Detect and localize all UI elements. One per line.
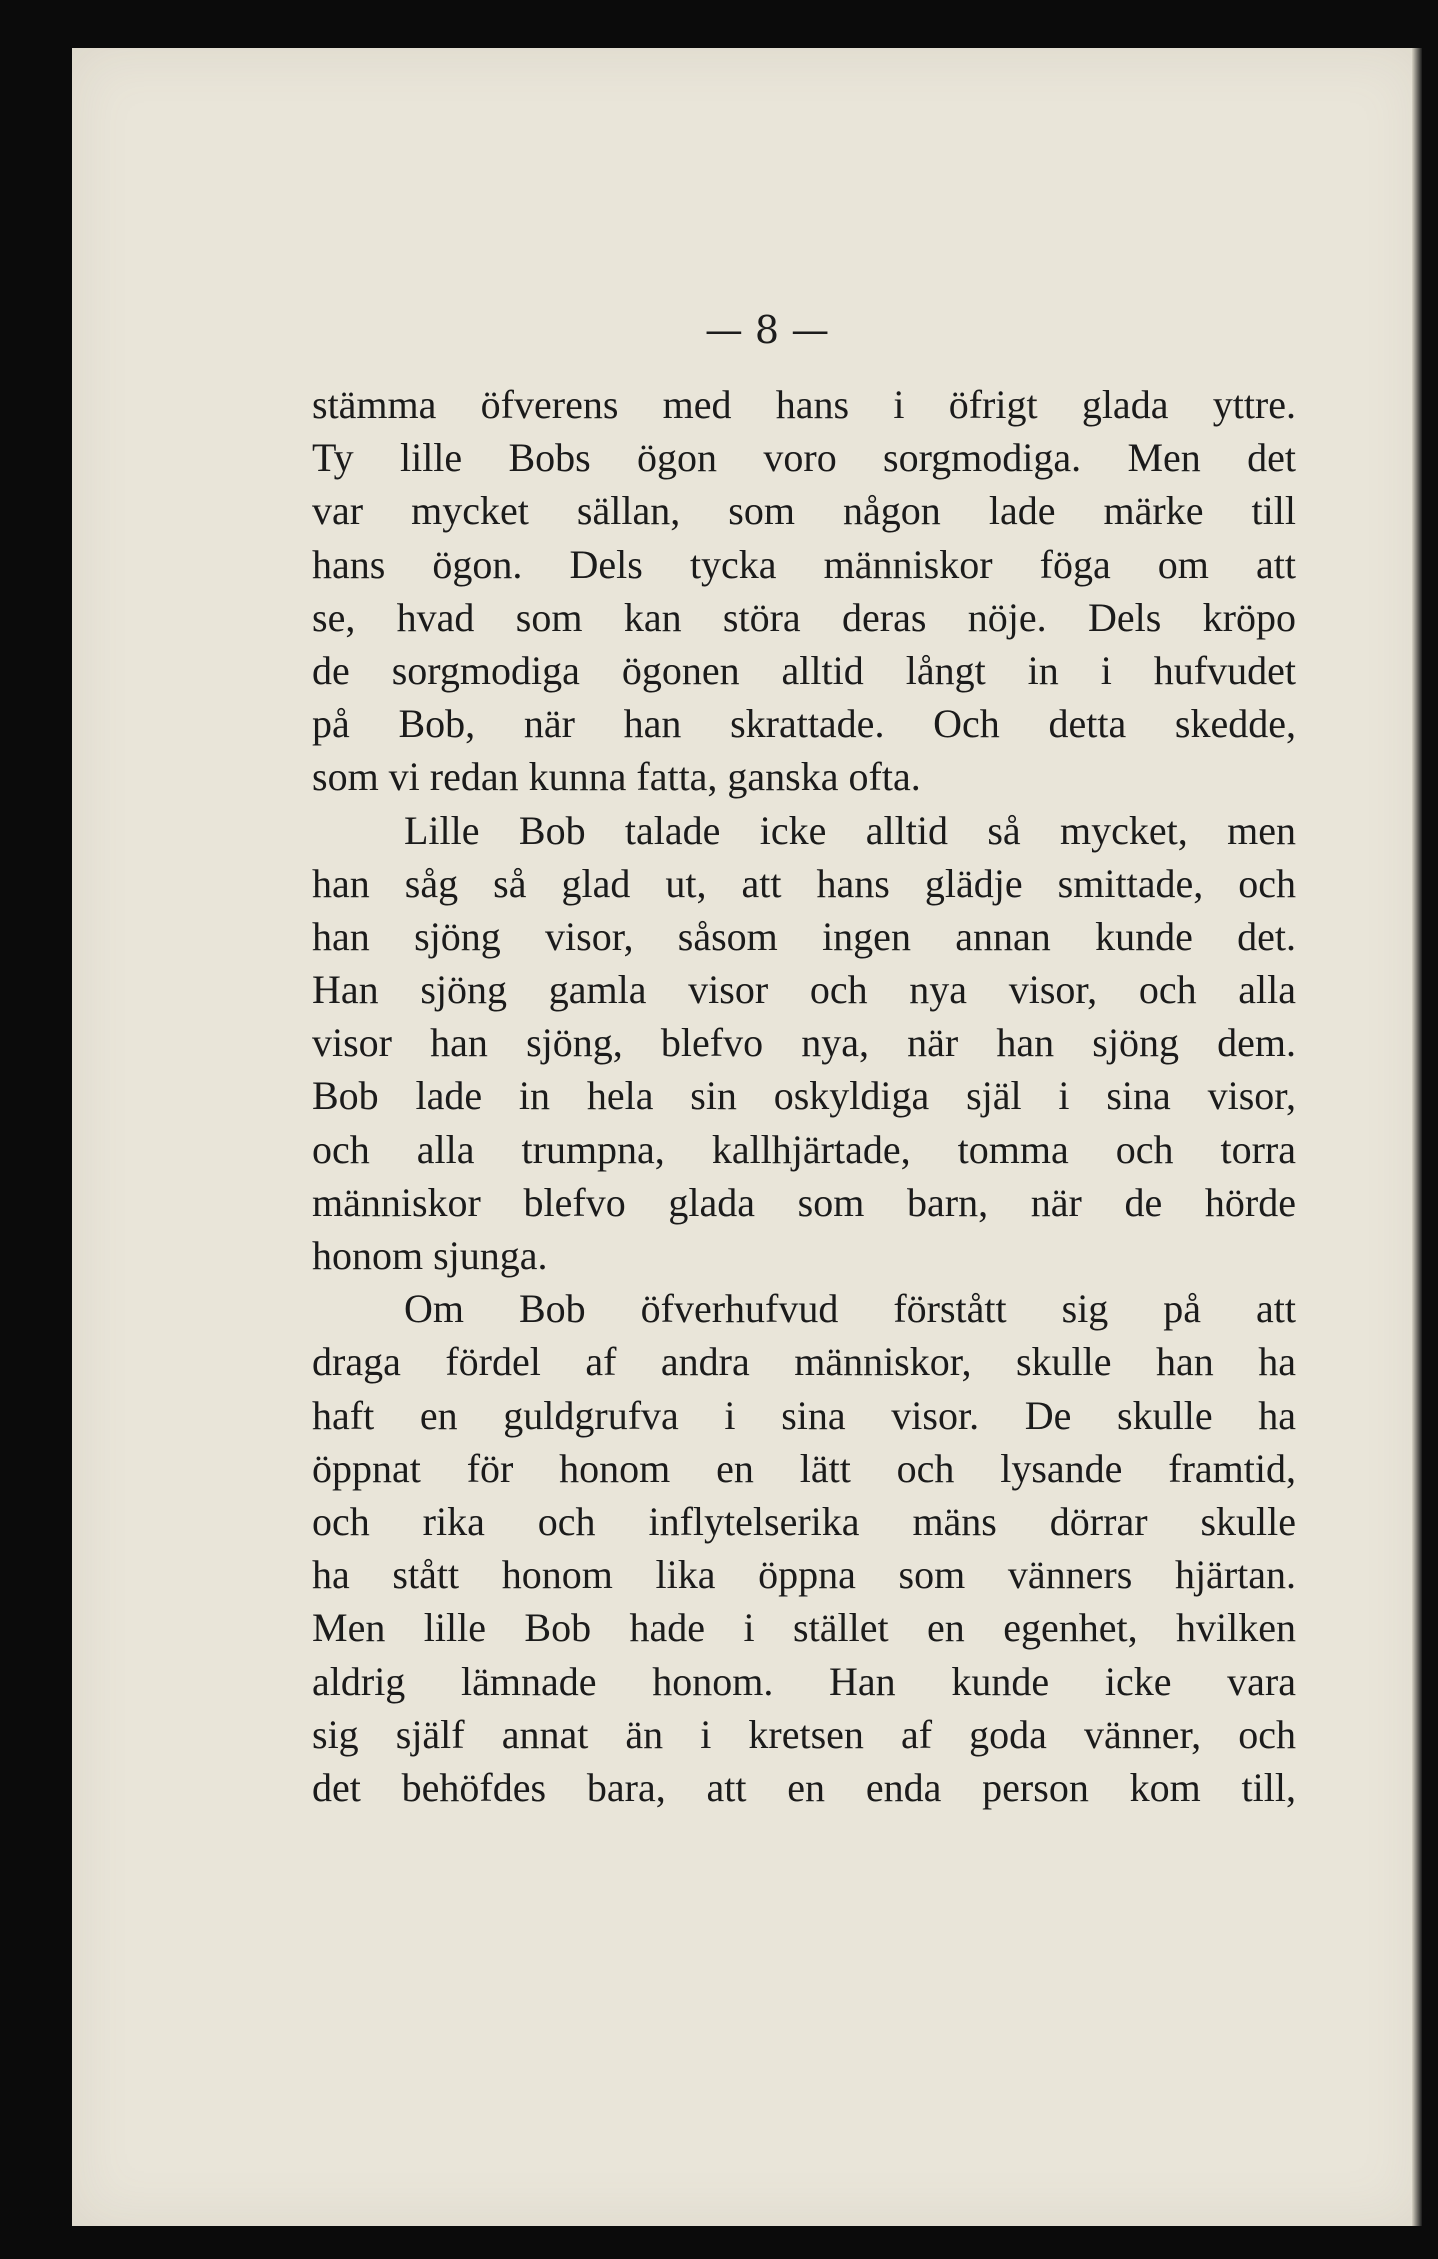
text-line: och rika och inflytelserika mäns dörrar skulle (312, 1498, 1296, 1544)
text-line: aldrig lämnade honom. Han kunde icke vara (312, 1658, 1296, 1704)
text-line: öppnat för honom en lätt och lysande framtid, (312, 1445, 1296, 1491)
text-line: ha stått honom lika öppna som vänners hjärtan. (312, 1552, 1296, 1598)
text-line: honom sjunga. (312, 1233, 548, 1278)
text-line: det behöfdes bara, att en enda person kom till, (312, 1764, 1296, 1810)
text-line: haft en guldgrufva i sina visor. De skulle ha (312, 1392, 1296, 1438)
text-line: Bob lade in hela sin oskyldiga själ i sina visor, (312, 1073, 1296, 1119)
body-text (312, 378, 1296, 1814)
text-line: han sjöng visor, såsom ingen annan kunde det. (312, 913, 1296, 959)
text-line: och alla trumpna, kallhjärtade, tomma och torra (312, 1126, 1296, 1172)
book-page (72, 48, 1422, 2226)
text-line: draga fördel af andra människor, skulle han ha (312, 1339, 1296, 1385)
text-line: på Bob, när han skrattade. Och detta skedde, (312, 701, 1296, 747)
text-line: Ty lille Bobs ögon voro sorgmodiga. Men det (312, 435, 1296, 481)
text-line: han såg så glad ut, att hans glädje smittade, och (312, 860, 1296, 906)
text-line: stämma öfverens med hans i öfrigt glada yttre. (312, 382, 1296, 427)
text-line: var mycket sällan, som någon lade märke till (312, 488, 1296, 534)
text-line: Om Bob öfverhufvud förstått sig på att (404, 1286, 1296, 1332)
text-line: Lille Bob talade icke alltid så mycket, men (404, 807, 1296, 853)
text-line: de sorgmodiga ögonen alltid långt in i hufvudet (312, 647, 1296, 693)
paragraph-1 (312, 378, 1296, 804)
text-line: Men lille Bob hade i stället en egenhet, hvilken (312, 1605, 1296, 1651)
paragraph-3 (312, 1282, 1296, 1814)
text-line: människor blefvo glada som barn, när de hörde (312, 1179, 1296, 1225)
paragraph-2 (312, 804, 1296, 1283)
page-number: — 8 — (704, 308, 830, 352)
text-line: se, hvad som kan störa deras nöje. Dels kröpo (312, 594, 1296, 640)
text-line: visor han sjöng, blefvo nya, när han sjöng dem. (312, 1020, 1296, 1066)
text-line: sig själf annat än i kretsen af goda vänner, och (312, 1711, 1296, 1757)
text-line: hans ögon. Dels tycka människor föga om att (312, 541, 1296, 587)
text-line: som vi redan kunna fatta, ganska ofta. (312, 754, 921, 800)
text-line: Han sjöng gamla visor och nya visor, och alla (312, 967, 1296, 1013)
